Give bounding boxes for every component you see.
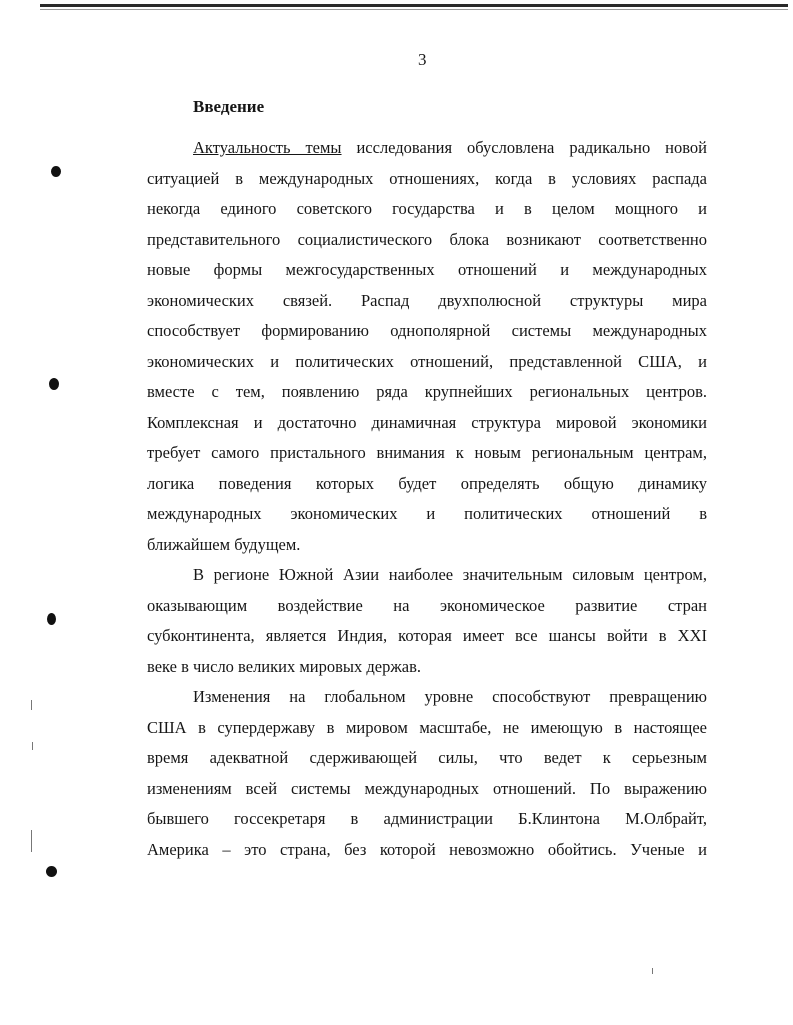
paragraph-3-line: Изменения на глобальном уровне способствуют превращению xyxy=(193,687,707,706)
document-body xyxy=(147,133,707,865)
topic-relevance-underlined: Актуальность темы xyxy=(193,138,342,157)
paragraph-1-line: экономических и политических отношений, представленной США, и xyxy=(147,351,707,371)
paragraph-1-line: ситуацией в международных отношениях, когда в условиях распада xyxy=(147,168,707,188)
paragraph-3-line: время адекватной сдерживающей силы, что ведет к серьезным xyxy=(147,748,707,767)
paragraph-1-line: логика поведения которых будет определять общую динамику xyxy=(147,473,707,493)
paragraph-3-line: бывшего госсекретаря в администрации Б.Клинтона М.Олбрайт, xyxy=(147,809,707,828)
page-number: 3 xyxy=(418,50,427,69)
paragraph-3-line: Америка – это страна, без которой невозможно обойтись. Ученые и xyxy=(147,839,707,859)
paragraph-2-line: В регионе Южной Азии наиболее значительным силовым центром, xyxy=(193,565,707,584)
paragraph-1-line: экономических связей. Распад двухполюсной структуры мира xyxy=(147,290,707,310)
paragraph-1-line: международных экономических и политических отношений в xyxy=(147,504,707,523)
scan-speck xyxy=(32,742,33,750)
paragraph-2-line: оказывающим воздействие на экономическое развитие стран xyxy=(147,595,707,615)
paragraph-1-line-1-rest: исследования обусловлена радикально новой xyxy=(341,138,707,157)
paragraph-1-line: Комплексная и достаточно динамичная структура мировой экономики xyxy=(147,412,707,432)
binder-hole-mark xyxy=(47,613,56,625)
scan-speck xyxy=(31,700,32,710)
paragraph-1-last-line: ближайшем будущем. xyxy=(147,534,301,554)
paragraph-1-line-1 xyxy=(147,133,707,164)
paragraph-2-last-line: веке в число великих мировых держав. xyxy=(147,656,421,676)
binder-hole-mark xyxy=(46,866,57,877)
paragraph-2-line: субконтинента, является Индия, которая имеет все шансы войти в XXI xyxy=(147,626,707,645)
paragraph-1-line: способствует формированию однополярной системы международных xyxy=(147,321,707,340)
paragraph-1-line: вместе с тем, появлению ряда крупнейших региональных центров. xyxy=(147,382,707,401)
paragraph-1-line: требует самого пристального внимания к новым региональным центрам, xyxy=(147,443,707,462)
paragraph-1-line: новые формы межгосударственных отношений и международных xyxy=(147,260,707,279)
binder-hole-mark xyxy=(51,166,61,177)
paragraph-3-line: США в супердержаву в мировом масштабе, не имеющую в настоящее xyxy=(147,717,707,737)
paragraph-1-line: представительного социалистического блока возникают соответственно xyxy=(147,229,707,249)
scan-speck xyxy=(31,830,32,852)
scan-speck xyxy=(652,968,653,974)
section-heading: Введение xyxy=(193,97,265,116)
binder-hole-mark xyxy=(49,378,59,390)
top-border-line xyxy=(40,4,788,7)
paragraph-1-line: некогда единого советского государства и в целом мощного и xyxy=(147,199,707,218)
paragraph-3-line: изменениям всей системы международных отношений. По выражению xyxy=(147,778,707,798)
top-border-line-thin xyxy=(40,9,788,10)
